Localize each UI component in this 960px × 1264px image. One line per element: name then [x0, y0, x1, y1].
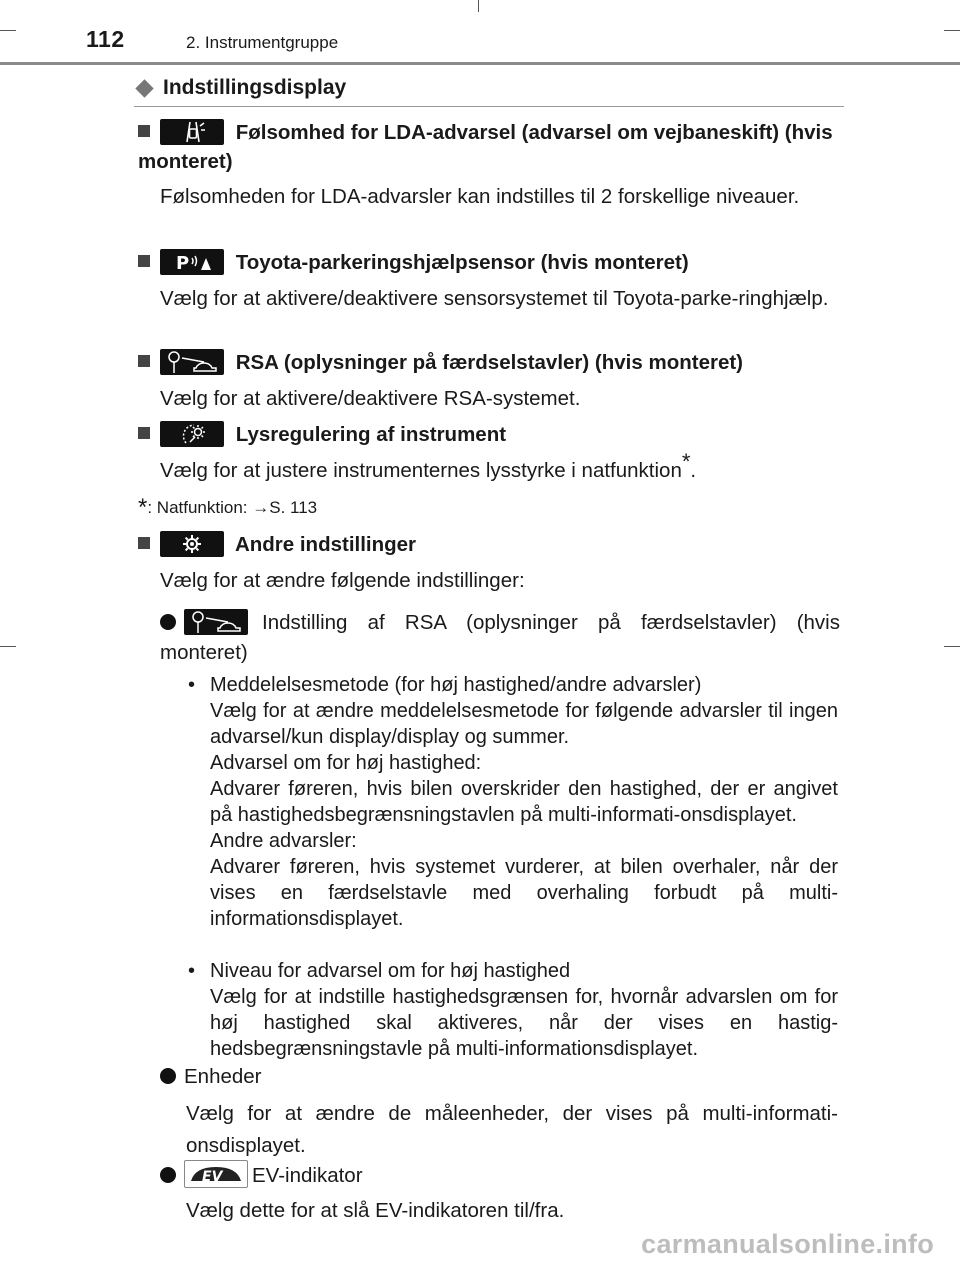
instrument-light-icon: [160, 421, 224, 447]
square-bullet-icon: [138, 537, 150, 549]
sub-line: Vælg for at indstille hastighedsgrænsen for, hvornår advarslen om for høj hastighed skal aktiveres, når der vises en hastig-hedsbegrænsningstavle på multi-informationsdisplayet.: [210, 986, 838, 1060]
gear-icon: [160, 531, 224, 557]
sub-line: Advarer føreren, hvis bilen overskrider den hastighed, der er angivet på hastighedsbegrænsningstavlen på multi-informati-onsdisplayet.: [210, 778, 838, 826]
square-bullet-icon: [138, 125, 150, 137]
item-rsa-title: RSA (oplysninger på færdselstavler) (hvis monteret): [235, 351, 743, 374]
watermark: carmanualsonline.info: [641, 1229, 934, 1259]
crop-mark: [0, 646, 16, 647]
rsa-icon: [184, 609, 248, 635]
ev-indicator-icon: [184, 1160, 248, 1188]
sub-line: Advarer føreren, hvis systemet vurderer, at bilen overhaler, når der vises en færdselstavle med overhaling forbudt på multi-informationsdisplayet.: [210, 856, 838, 930]
square-bullet-icon: [138, 427, 150, 439]
item-other-title: Andre indstillinger: [234, 533, 417, 556]
parking-sensor-icon: [160, 249, 224, 275]
item-rsa-heading: [138, 348, 838, 377]
section-rule: [134, 106, 844, 107]
item-light-title: Lysregulering af instrument: [235, 423, 507, 446]
item-light-body-line: Vælg for at justere instrumenternes lysstyrke i natfunktion*.: [160, 449, 697, 482]
dot-bullet: •: [188, 960, 196, 982]
circle-bullet-icon: [160, 614, 176, 630]
item-lda-heading: [138, 118, 838, 176]
bullet-ev-body: Vælg dette for at slå EV-indikatoren til/fra.: [186, 1199, 565, 1222]
diamond-icon: [135, 79, 153, 97]
footnote-ref[interactable]: →S. 113: [252, 498, 318, 517]
svg-text:P: P: [176, 253, 190, 274]
circle-bullet-icon: [160, 1167, 176, 1183]
ev-icon-text: EV: [202, 1169, 223, 1185]
section-heading: [134, 76, 346, 100]
crop-mark: [944, 646, 960, 647]
crop-mark: [0, 30, 16, 31]
page-number: 112: [86, 26, 125, 52]
square-bullet-icon: [138, 255, 150, 267]
section-title: Indstillingsdisplay: [163, 76, 347, 99]
item-other-body: Vælg for at ændre følgende indstillinger:: [160, 569, 525, 592]
item-parking-heading: [138, 248, 838, 277]
item-lda-title: Følsomhed for LDA-advarsel (advarsel om vejbaneskift) (hvis monteret): [138, 121, 833, 173]
item-parking-body: Vælg for at aktivere/deaktivere sensorsystemet til Toyota-parke-ringhjælp.: [160, 287, 829, 310]
sub-line: Niveau for advarsel om for høj hastighed: [210, 960, 571, 982]
square-bullet-icon: [138, 355, 150, 367]
footnote: [138, 494, 317, 522]
bullet-ev-heading: [160, 1160, 840, 1191]
sub-line: Andre advarsler:: [210, 830, 357, 852]
bullet-units-heading: [160, 1062, 840, 1092]
item-rsa-body: Vælg for at aktivere/deaktivere RSA-systemet.: [160, 387, 581, 410]
item-lda-body: Følsomheden for LDA-advarsler kan indstilles til 2 forskellige niveauer.: [160, 185, 800, 208]
asterisk-marker: *: [681, 449, 691, 475]
sub-item-notification-method: [188, 672, 838, 932]
dot-bullet: •: [188, 674, 196, 696]
header-rule: [0, 62, 960, 65]
item-parking-title: Toyota-parkeringshjælpsensor (hvis monteret): [235, 251, 689, 274]
sub-line: Meddelelsesmetode (for høj hastighed/andre advarsler): [210, 674, 702, 696]
footnote-marker: *: [138, 494, 148, 521]
sub-item-speed-warning-level: [188, 958, 838, 1062]
crop-mark: [478, 0, 479, 12]
bullet-rsa-heading: [160, 608, 840, 668]
bullet-ev-title: EV-indikator: [252, 1164, 363, 1187]
sub-line: Advarsel om for høj hastighed:: [210, 752, 482, 774]
footnote-text: : Natfunktion:: [147, 498, 253, 517]
bullet-units-body: Vælg for at ændre de måleenheder, der vises på multi-informati-onsdisplayet.: [186, 1102, 838, 1157]
item-light-body: Vælg for at justere instrumenternes lysstyrke i natfunktion: [160, 459, 682, 482]
bullet-rsa-title: Indstilling af RSA (oplysninger på færdselstavler) (hvis monteret): [160, 611, 840, 664]
crop-mark: [944, 30, 960, 31]
item-other-heading: [138, 530, 838, 559]
chapter-title: 2. Instrumentgruppe: [186, 33, 339, 52]
lda-icon: [160, 119, 224, 145]
bullet-units-title: Enheder: [184, 1065, 262, 1088]
circle-bullet-icon: [160, 1068, 176, 1084]
rsa-icon: [160, 349, 224, 375]
sub-line: Vælg for at ændre meddelelsesmetode for følgende advarsler til ingen advarsel/kun display/display og summer.: [210, 700, 838, 748]
item-light-heading: [138, 420, 838, 449]
